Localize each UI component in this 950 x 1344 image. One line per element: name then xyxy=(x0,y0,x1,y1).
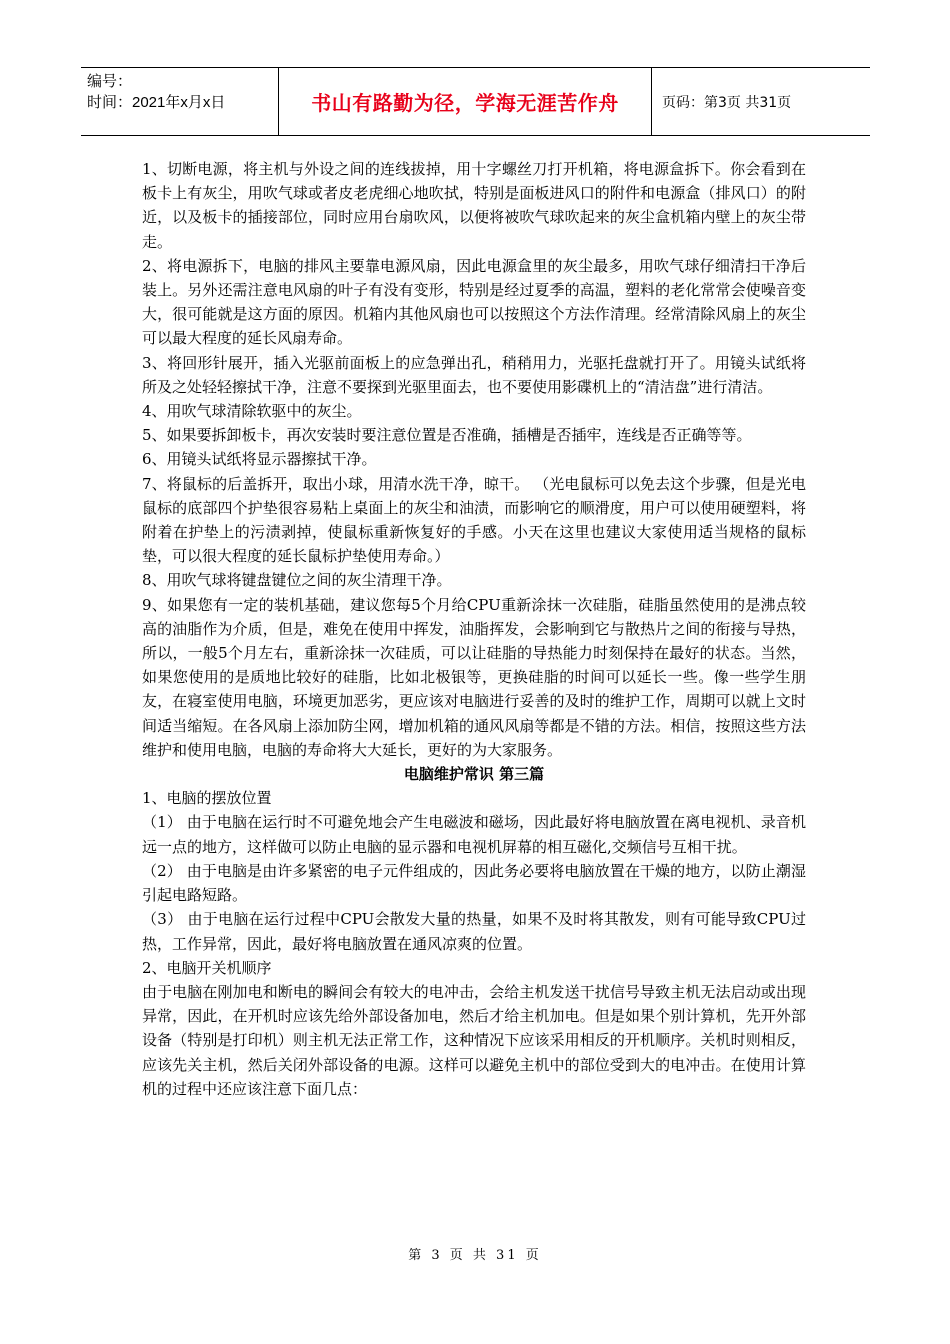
header-page-code: 页码：第3页 共31页 xyxy=(662,94,792,111)
page-footer: 第 3 页 共 31 页 xyxy=(408,1248,542,1263)
paragraph: （1） 由于电脑在运行时不可避免地会产生电磁波和磁场，因此最好将电脑放置在离电视机、录音机远一点的地方，这样做可以防止电脑的显示器和电视机屏幕的相互磁化,交频信号互相干扰。 xyxy=(142,813,806,856)
page-header xyxy=(81,67,870,136)
header-meta xyxy=(81,68,279,135)
paragraph: 1、切断电源，将主机与外设之间的连线拔掉，用十字螺丝刀打开机箱，将电源盒拆下。你会看到在板卡上有灰尘，用吹气球或者皮老虎细心地吹拭，特别是面板进风口的附件和电源盒（排风口）的附近，以及板卡的插接部位，同时应用台扇吹风，以便将被吹气球吹起来的灰尘盒机箱内壁上的灰尘带走。 xyxy=(142,160,806,251)
paragraph: 由于电脑在刚加电和断电的瞬间会有较大的电冲击，会给主机发送干扰信号导致主机无法启动或出现异常，因此，在开机时应该先给外部设备加电，然后才给主机加电。但是如果个别计算机，先开外部设备（特别是打印机）则主机无法正常工作，这种情况下应该采用相反的开机顺序。关机时则相反，应该先关主机，然后关闭外部设备的电源。这样可以避免主机中的部位受到大的电冲击。在使用计算机的过程中还应该注意下面几点： xyxy=(142,982,806,1098)
paragraph: 2、将电源拆下，电脑的排风主要靠电源风扇，因此电源盒里的灰尘最多，用吹气球仔细清扫干净后装上。另外还需注意电风扇的叶子有没有变形，特别是经过夏季的高温，塑料的老化常常会使噪音变大，很可能就是这方面的原因。机箱内其他风扇也可以按照这个方法作清理。经常清除风扇上的灰尘可以最大程度的延长风扇寿命。 xyxy=(142,256,806,348)
paragraph: （2） 由于电脑是由许多紧密的电子元件组成的，因此务必要将电脑放置在干燥的地方，以防止潮湿引起电路短路。 xyxy=(142,861,806,905)
paragraph: 6、用镜头试纸将显示器擦拭干净。 xyxy=(142,450,377,469)
time-label: 时间：2021年x月x日 xyxy=(87,94,226,111)
paragraph: 8、用吹气球将键盘键位之间的灰尘清理干净。 xyxy=(142,571,452,590)
paragraph: 9、如果您有一定的装机基础，建议您每5个月给CPU重新涂抹一次硅脂，硅脂虽然使用的是沸点较高的油脂作为介质，但是，难免在使用中挥发，油脂挥发，会影响到它与散热片之间的衔接与导热，所以，一般5个月左右，重新涂抹一次硅质，可以让硅脂的导热能力时刻保持在最好的状态。当然，如果您使用的是质地比较好的硅脂，比如北极银等，更换硅脂的时间可以延长一些。像一些学生朋友，在寝室使用电脑，环境更加恶劣，更应该对电脑进行妥善的及时的维护工作，周期可以就上文时间适当缩短。在各风扇上添加防尘网，增加机箱的通风风扇等都是不错的方法。相信，按照这些方法维护和使用电脑，电脑的寿命将大大延长，更好的为大家服务。 xyxy=(142,595,806,759)
paragraph: 4、用吹气球清除软驱中的灰尘。 xyxy=(142,402,362,421)
paragraph: 3、将回形针展开，插入光驱前面板上的应急弹出孔，稍稍用力，光驱托盘就打开了。用镜头试纸将所及之处轻轻擦拭干净，注意不要探到光驱里面去，也不要使用影碟机上的“清洁盘”进行清洁。 xyxy=(142,353,806,396)
serial-label: 编号： xyxy=(87,73,133,90)
paragraph: 5、如果要拆卸板卡，再次安装时要注意位置是否准确，插槽是否插牢，连线是否正确等等。 xyxy=(142,426,752,445)
paragraph: 2、电脑开关机顺序 xyxy=(142,958,272,977)
paragraph: 1、电脑的摆放位置 xyxy=(142,789,272,808)
paragraph: 7、将鼠标的后盖拆开，取出小球，用清水洗干净，晾干。 （光电鼠标可以免去这个步骤，但是光电鼠标的底部四个护垫很容易粘上桌面上的灰尘和油渍，而影响它的顺滑度，用户可以使用硬塑料，将附着在护垫上的污渍剥掉，使鼠标重新恢复好的手感。小天在这里也建议大家使用适当规格的鼠标垫，可以很大程度的延长鼠标护垫使用寿命。） xyxy=(142,474,806,566)
paragraph: （3） 由于电脑在运行过程中CPU会散发大量的热量，如果不及时将其散发，则有可能导致CPU过热，工作异常，因此，最好将电脑放置在通风凉爽的位置。 xyxy=(142,910,806,953)
body-text xyxy=(142,157,806,1101)
section-title: 电脑维护常识 第三篇 xyxy=(403,765,545,784)
header-motto: 书山有路勤为径，学海无涯苦作舟 xyxy=(279,68,652,135)
